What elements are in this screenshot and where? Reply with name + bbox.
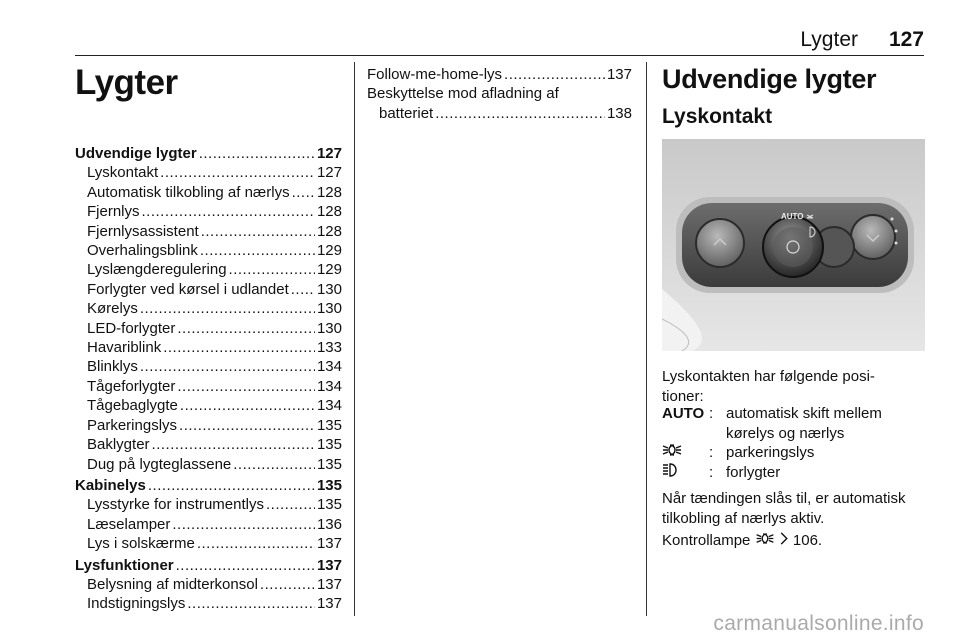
toc-entry[interactable]	[75, 357, 342, 376]
toc-leader-dots	[504, 65, 605, 84]
toc-leader-dots	[435, 104, 605, 123]
toc-entry[interactable]	[75, 260, 342, 279]
toc-entry[interactable]	[75, 534, 342, 553]
toc-leader-dots	[233, 455, 315, 474]
toc-leader-dots	[176, 556, 315, 575]
toc-entry-page: 133	[316, 339, 342, 357]
toc-entry[interactable]	[75, 515, 342, 534]
toc-section-entry[interactable]	[75, 556, 342, 575]
toc-entry[interactable]	[75, 416, 342, 435]
subsection-title: Lyskontakt	[662, 105, 773, 128]
toc-entry-page: 130	[316, 280, 342, 298]
toc-leader-dots	[140, 299, 315, 318]
position-description: parkeringslys	[726, 444, 815, 461]
position-key: AUTO	[662, 405, 705, 422]
toc-entry[interactable]	[75, 455, 342, 474]
page-number: 127	[888, 28, 924, 51]
toc-entry-label: Kørelys	[87, 300, 138, 318]
toc-entry-page: 130	[316, 300, 342, 318]
toc-entry-page: 137	[316, 535, 342, 553]
headlight-icon	[662, 463, 709, 483]
intro-line: Lyskontakten har følgende posi-	[662, 368, 875, 385]
toc-entry-page: 137	[316, 595, 342, 613]
header-rule	[75, 55, 924, 56]
toc-leader-dots	[291, 280, 315, 299]
chapter-title: Lygter	[75, 63, 178, 102]
toc-leader-dots	[163, 338, 315, 357]
toc-entry-page: 135	[316, 496, 342, 514]
toc-entry-page: 134	[316, 377, 342, 395]
position-headlights: : forlygter	[662, 463, 927, 483]
toc-entry-battery-line2[interactable]	[367, 104, 632, 123]
toc-entry-label: Lys i solskærme	[87, 535, 195, 553]
toc-entry[interactable]	[75, 594, 342, 613]
toc-leader-dots	[160, 163, 315, 182]
page-reference-arrow-icon	[779, 532, 789, 545]
toc-entry-label: Beskyttelse mod afladning af	[367, 85, 559, 103]
column-divider-2	[646, 62, 647, 616]
toc-entry-label: Kabinelys	[75, 476, 146, 494]
toc-entry-label: Udvendige lygter	[75, 145, 197, 162]
toc-leader-dots	[142, 202, 315, 221]
toc-entry-page: 129	[316, 261, 342, 279]
toc-entry-label: Indstigningslys	[87, 595, 186, 613]
toc-entry-label: LED-forlygter	[87, 319, 176, 337]
section-title: Udvendige lygter	[662, 64, 877, 94]
toc-entry[interactable]	[75, 435, 342, 454]
toc-entry-label: Læselamper	[87, 515, 171, 533]
toc-entry-label: Forlygter ved kørsel i udlandet	[87, 280, 289, 298]
toc-entry-label: Lysstyrke for instrumentlys	[87, 496, 264, 514]
toc-leader-dots	[177, 377, 315, 396]
toc-entry-label: Lysfunktioner	[75, 556, 174, 574]
paragraph-ignition: Når tændingen slås til, er automatisk tilkobling af nærlys aktiv.	[662, 490, 906, 527]
toc-entry-label: Baklygter	[87, 436, 150, 454]
toc-entry-label: Tågebaglygte	[87, 397, 178, 415]
toc-leader-dots	[200, 241, 315, 260]
toc-entry-page: 129	[316, 242, 342, 260]
toc-entry-label: Parkeringslys	[87, 416, 178, 434]
toc-entry-label: Dug på lygteglassene	[87, 455, 232, 473]
toc-section-entry[interactable]	[75, 144, 342, 163]
toc-leader-dots	[140, 357, 315, 376]
toc-entry[interactable]	[75, 338, 342, 357]
toc-entry[interactable]	[75, 319, 342, 338]
toc-entry[interactable]	[75, 299, 342, 318]
toc-entry[interactable]	[75, 377, 342, 396]
toc-entry-label: Tågeforlygter	[87, 377, 176, 395]
toc-entry-follow-me-home[interactable]	[367, 65, 632, 84]
toc-leader-dots	[180, 396, 315, 415]
intro-text	[662, 367, 927, 406]
intro-line: tioner:	[662, 387, 704, 405]
light-switch-illustration	[662, 139, 925, 351]
toc-entry-page: 137	[606, 66, 632, 83]
toc-entry-label: Havariblink	[87, 339, 162, 357]
toc-entry[interactable]	[75, 280, 342, 299]
photo-auto-label: AUTO	[781, 212, 804, 221]
toc-entry-label: Automatisk tilkobling af nærlys	[87, 183, 290, 201]
toc-entry-page: 134	[316, 397, 342, 415]
toc-leader-dots	[152, 435, 315, 454]
parking-light-icon	[755, 532, 775, 545]
toc-entry-label: Follow-me-home-lys	[367, 66, 503, 83]
toc-entry-label: Overhalingsblink	[87, 242, 198, 260]
toc-entry-label: Blinklys	[87, 358, 138, 376]
toc-leader-dots	[197, 534, 315, 553]
toc-entry-page: 135	[316, 416, 342, 434]
toc-entry-page: 128	[316, 222, 342, 240]
toc-entry[interactable]	[75, 183, 342, 202]
toc-entry-label: Lyslængderegulering	[87, 261, 227, 279]
toc-entry-page: 135	[316, 476, 342, 494]
light-switch-photo	[662, 139, 925, 351]
control-lamp-label: Kontrollampe	[662, 532, 751, 549]
toc-entry-label: Lyskontakt	[87, 164, 159, 182]
toc-entry[interactable]	[75, 163, 342, 182]
toc-entry-page: 134	[316, 358, 342, 376]
toc-leader-dots	[201, 222, 315, 241]
toc-leader-dots	[177, 319, 315, 338]
control-lamp-page-ref: 106.	[792, 532, 823, 549]
toc-leader-dots	[179, 416, 315, 435]
toc-entry-page: 136	[316, 515, 342, 533]
toc-leader-dots	[172, 515, 315, 534]
toc-entry-page: 128	[316, 203, 342, 221]
toc-entry[interactable]	[75, 202, 342, 221]
toc-entry[interactable]	[75, 495, 342, 514]
toc-entry[interactable]	[75, 241, 342, 260]
toc-entry[interactable]	[75, 575, 342, 594]
column-divider-1	[354, 62, 355, 616]
position-description: automatisk skift mellem kørelys og nærlys	[726, 405, 882, 442]
toc-entry-label: Fjernlys	[87, 203, 140, 221]
toc-leader-dots	[266, 495, 315, 514]
toc-leader-dots	[148, 476, 315, 495]
watermark: carmanualsonline.info	[713, 612, 924, 635]
parking-light-icon	[662, 443, 709, 463]
toc-entry-page: 127	[316, 145, 342, 162]
toc-entry-label: batteriet	[379, 104, 434, 122]
toc-leader-dots	[187, 594, 315, 613]
toc-entry-page: 135	[316, 455, 342, 473]
toc-entry-battery-line1[interactable]	[367, 84, 632, 103]
toc-leader-dots	[260, 575, 315, 594]
toc-entry-page: 137	[316, 575, 342, 593]
toc-entry[interactable]	[75, 396, 342, 415]
toc-entry-page: 128	[316, 183, 342, 201]
position-auto: AUTO : automatisk skift mellem kørelys og nærlys	[662, 404, 927, 443]
toc-section-entry[interactable]	[75, 476, 342, 495]
toc-leader-dots	[229, 260, 315, 279]
control-lamp-reference[interactable]	[662, 531, 927, 551]
position-parking: : parkeringslys	[662, 443, 927, 463]
toc-entry-page: 137	[316, 556, 342, 574]
toc-entry-page: 135	[316, 436, 342, 454]
toc-entry-page: 130	[316, 319, 342, 337]
toc-entry-label: Fjernlysassistent	[87, 222, 199, 240]
toc-entry[interactable]	[75, 222, 342, 241]
toc-entry-page: 127	[316, 164, 342, 182]
toc-entry-label: Belysning af midterkonsol	[87, 575, 258, 593]
table-of-contents-continued	[367, 65, 632, 123]
toc-entry-page: 138	[606, 104, 632, 122]
position-description: forlygter	[726, 463, 781, 481]
switch-positions-list	[662, 404, 927, 482]
table-of-contents	[75, 144, 342, 614]
running-header-title: Lygter	[800, 28, 858, 51]
toc-leader-dots	[292, 183, 315, 202]
toc-leader-dots	[199, 144, 315, 163]
